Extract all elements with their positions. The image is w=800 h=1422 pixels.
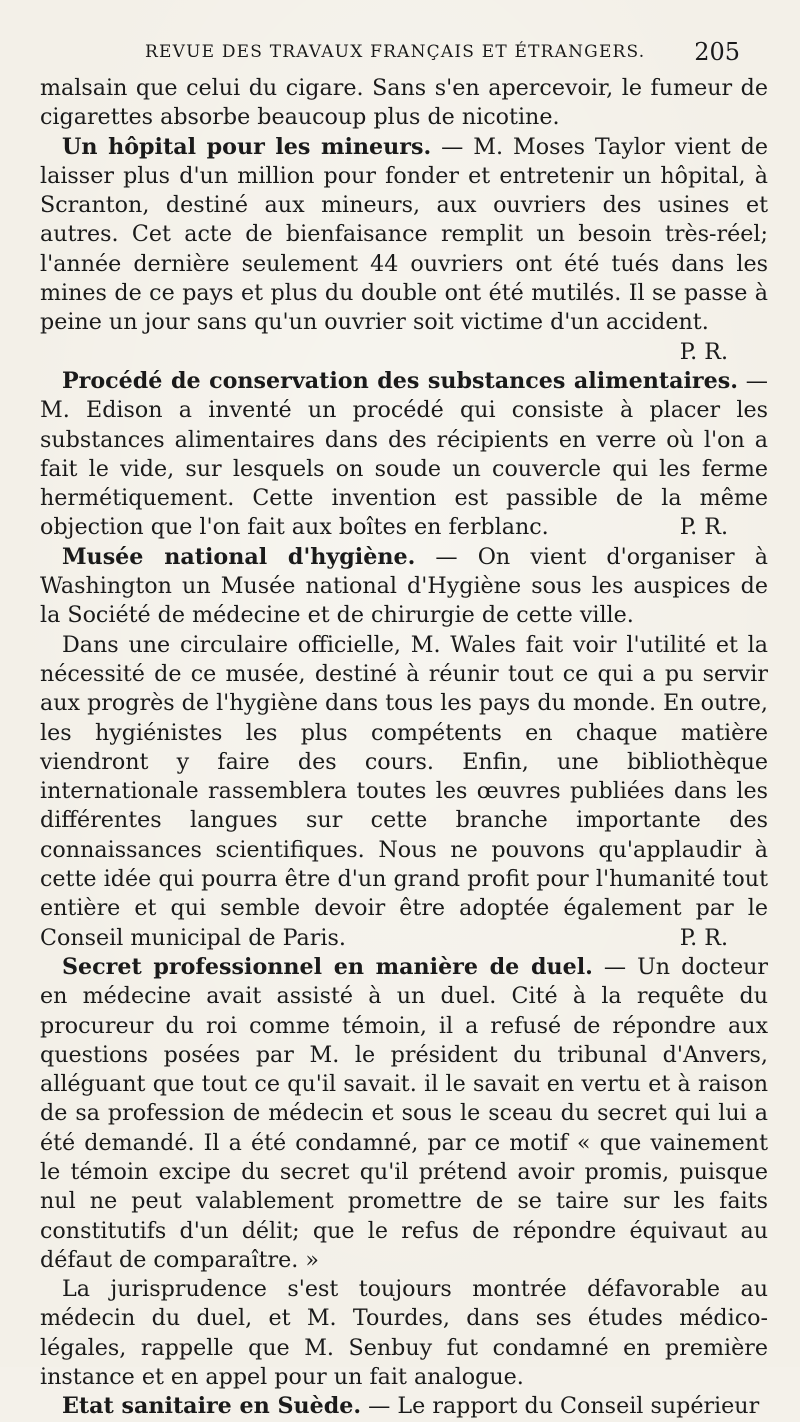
article-body: [40, 74, 768, 1422]
paragraph-text: Dans une circulaire officielle, M. Wales fait voir l'utilité et la nécessité de ce musée, destiné à réunir tout ce qui a pu servir aux progrès de l'hygiène dans tous les pays du monde. En outre, les hygiénistes les plus compétents en chaque matière viendront y faire des cours. Enfin, une bibliothèque internationale rassemblera toutes les œuvres publiées dans les différentes langues sur cette branche importante des connaissances scientifiques. Nous ne pouvons qu'applaudir à cette idée qui pourra être d'un grand profit pour l'humanité tout entière et qui semble devoir être adoptée également par le Conseil municipal de Paris.: [40, 631, 768, 951]
section-hopital-mineurs: [40, 133, 768, 367]
paragraph-text: — Un docteur en médecine avait assisté à un duel. Cité à la requête du procureur du roi comme témoin, il a refusé de répondre aux questions posées par M. le président du tribunal d'Anvers, alléguant que tout ce qu'il savait. il le savait en vertu et à raison de sa profession de médecin et sous le sceau du secret qui lui a été demandé. Il a été condamné, par ce motif « que vainement le témoin excipe du secret qu'il prétend avoir promis, puisque nul ne peut valablement promettre de se taire sur les faits constitutifs d'un délit; que le refus de répondre équivaut au défaut de comparaître. »: [40, 953, 769, 1273]
paragraph-text: La jurisprudence s'est toujours montrée défavorable au médecin du duel, et M. Tourdes, dans ses études médico-légales, rappelle que M. Senbuy fut condamné en première instance et en appel pour un fait analogue.: [40, 1276, 768, 1391]
author-signature: P. R.: [679, 514, 728, 541]
section-title: Procédé de conservation des substances alimentaires.: [62, 367, 738, 394]
running-head: REVUE DES TRAVAUX FRANÇAIS ET ÉTRANGERS.: [145, 42, 646, 62]
paragraph-jurisprudence: [40, 1275, 768, 1392]
section-title: Un hôpital pour les mineurs.: [62, 133, 432, 160]
section-musee-hygiene: [40, 543, 768, 631]
paragraph-text: malsain que celui du cigare. Sans s'en apercevoir, le fumeur de cigarettes absorbe beaucoup plus de nicotine.: [40, 75, 768, 131]
section-title: Etat sanitaire en Suède.: [62, 1393, 362, 1420]
paragraph-text: — On vient d'organiser à Washington un Musée national d'Hygiène sous les auspices de la Société de médecine et de chirurgie de cette ville.: [40, 543, 768, 629]
author-signature: P. R.: [679, 924, 728, 951]
paragraph-circulaire: [40, 631, 768, 953]
paragraph-continuation: [40, 74, 768, 133]
page-header: [40, 38, 768, 74]
paragraph-text: — M. Moses Taylor vient de laisser plus d'un million pour fonder et entretenir un hôpital, à Scranton, destiné aux mineurs, aux ouvriers des usines et autres. Cet acte de bienfaisance remplit un besoin très-réel; l'année dernière seulement 44 ouvriers ont été tués dans les mines de ce pays et plus du double ont été mutilés. Il se passe à peine un jour sans qu'un ouvrier soit victime d'un accident.: [40, 133, 768, 336]
paragraph-text: — M. Edison a inventé un procédé qui consiste à placer les substances alimentaires dans des récipients en verre où l'on a fait le vide, sur lesquels on soude un couvercle qui les ferme hermétiquement. Cette invention est passible de la même objection que l'on fait aux boîtes en ferblanc.: [40, 367, 768, 541]
page-number: 205: [694, 38, 740, 66]
paragraph-text: — Le rapport du Conseil supérieur: [361, 1393, 760, 1420]
section-etat-sanitaire-suede: [40, 1392, 768, 1421]
section-title: Secret professionnel en manière de duel.: [62, 953, 593, 980]
section-conservation-aliments: [40, 367, 768, 543]
author-signature: P. R.: [679, 338, 728, 365]
section-title: Musée national d'hygiène.: [62, 543, 416, 570]
section-secret-professionnel: [40, 953, 768, 1275]
